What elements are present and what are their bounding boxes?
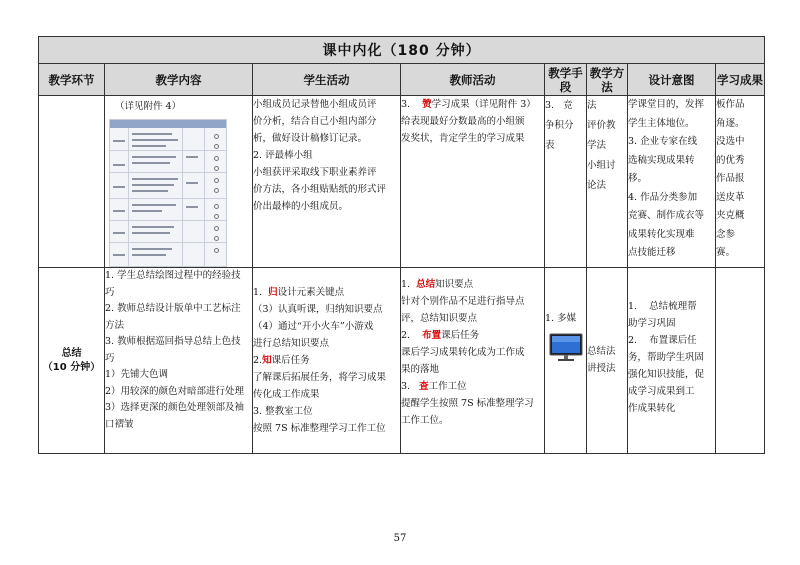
item-number: 1. (253, 287, 269, 298)
student-activity-cell (253, 96, 401, 268)
header-teaching-method (587, 64, 628, 96)
student-line: 2. 评最棒小组 (253, 150, 313, 161)
student-line: 小组获评采取线下职业素养评 (253, 167, 377, 178)
item-number: 1. (401, 279, 417, 290)
intent-line: 竞赛、制作成衣等 (628, 210, 705, 221)
method-line: 法 (587, 100, 597, 111)
intent-line: 学课堂目的，发挥 (628, 99, 705, 110)
outcome-line: 的优秀 (716, 154, 745, 166)
monitor-icon (549, 333, 583, 363)
student-line: 传化成工作成果 (253, 389, 320, 400)
keyword-summary: 总结 (416, 279, 436, 290)
student-line: 3. 整教室工位 (253, 406, 313, 417)
keyword-check: 查 (419, 381, 429, 392)
keyword-assign: 布置 (422, 330, 442, 341)
item-number: 2. (253, 355, 263, 366)
intent-line: 1. 总结梳理帮 (628, 301, 697, 312)
header-teacher-activity: 教师活动 (401, 64, 545, 96)
method-line: 论法 (587, 180, 607, 191)
intent-line: 成学习成果到工 (628, 386, 695, 397)
intent-line: 作成果转化 (628, 403, 676, 414)
student-line: 价分析，结合自己小组内部分 (253, 116, 377, 127)
intent-cell (628, 96, 716, 268)
header-learning-outcome-text: 学习成果 (717, 72, 764, 87)
intent-line: 学生主体地位。 (628, 117, 695, 129)
teacher-line: 工作工位。 (401, 415, 449, 426)
content-line: 方法 (105, 319, 125, 331)
header-learning-outcome (716, 64, 765, 96)
header-content: 教学内容 (105, 64, 253, 96)
stage-time: （10 分钟） (42, 361, 101, 373)
teacher-line: 给表现最好分数最高的小组颁 (401, 116, 525, 127)
item-rest: 工作工位 (428, 381, 467, 392)
stage-cell-empty (39, 96, 105, 268)
intent-line: 点技能迁移 (628, 247, 676, 258)
intent-line: 强化知识技能，促 (628, 369, 705, 380)
header-stage: 教学环节 (39, 64, 105, 96)
intent-line: 3. 企业专家在线 (628, 136, 698, 147)
student-item (253, 284, 400, 301)
student-line: 价方法，各小组贴贴纸的形式评 (253, 184, 387, 195)
stage-name: 总结 (61, 347, 82, 359)
teacher-line: 课后学习成果转化成为工作成 (401, 347, 525, 358)
student-line: 小组成员记录替他小组成员评 (253, 99, 377, 110)
keyword-praise: 赞 (422, 99, 432, 110)
outcome-cell-empty (716, 268, 765, 454)
intent-line: 选稿实现成果转 (628, 154, 695, 166)
outcome-line: 赛。 (716, 247, 736, 258)
attachment-caption: （详见附件 4） (115, 101, 182, 112)
table-row (39, 96, 765, 268)
content-cell (105, 268, 253, 454)
content-line: 口褶皱 (105, 418, 134, 430)
teacher-item (401, 327, 544, 344)
teacher-activity-cell (401, 268, 545, 454)
outcome-line: 板作品 (716, 99, 745, 110)
teacher-item (401, 96, 544, 113)
header-student-activity: 学生活动 (253, 64, 401, 96)
content-line: 3. 教师根据巡回指导总结上色技 (105, 336, 241, 347)
outcome-line: 没选中 (716, 136, 745, 147)
teacher-activity-cell (401, 96, 545, 268)
content-line: 2）用较深的颜色对暗部进行处理 (105, 385, 245, 397)
teacher-line: 发奖状，肯定学生的学习成果 (401, 133, 525, 144)
student-activity-cell (253, 268, 401, 454)
student-item (253, 352, 400, 369)
method-line: 总结法 (587, 346, 616, 357)
outcome-cell (716, 96, 765, 268)
method-line: 讲授法 (587, 363, 616, 374)
content-line: 1. 学生总结绘图过程中的经验技 (105, 270, 241, 281)
student-line: 按照 7S 标准整理学习工作工位 (253, 423, 386, 434)
keyword-know: 知 (262, 355, 272, 366)
content-line: 1）先铺大色调 (105, 369, 169, 380)
intent-line: 成果转化实现难 (628, 228, 695, 240)
teacher-line: 针对个别作品不足进行指导点 (401, 296, 525, 307)
teacher-item (401, 378, 544, 395)
header-row (39, 64, 765, 96)
method-cell (587, 96, 628, 268)
teacher-line: 提醒学生按照 7S 标准整理学习 (401, 398, 534, 409)
outcome-line: 念参 (716, 228, 736, 240)
intent-line: 4. 作品分类参加 (628, 191, 698, 203)
item-rest: 知识要点 (435, 279, 474, 290)
table-row (39, 268, 765, 454)
item-number: 3. (401, 99, 423, 110)
item-number: 3. (401, 381, 420, 392)
intent-line: 2. 布置课后任 (628, 335, 697, 346)
document-table-thumbnail (109, 119, 227, 267)
keyword-summarize: 归 (268, 287, 278, 298)
means-line: 争积分 (545, 120, 574, 131)
outcome-line: 夹克概 (716, 210, 745, 221)
teacher-line: 评，总结知识要点 (401, 313, 478, 324)
method-line: 学法 (587, 140, 607, 151)
means-text: 1. 多媒 (545, 313, 577, 324)
intent-line: 移。 (628, 173, 648, 184)
section-title: 课中内化（180 分钟） (39, 37, 765, 64)
student-line: （3）认真听课，归纳知识要点 (253, 304, 383, 315)
header-teaching-means-text: 教学手段 (548, 65, 583, 94)
content-line: 3）选择更深的颜色处理领部及袖 (105, 402, 245, 413)
student-line: 了解课后拓展任务，将学习成果 (253, 372, 387, 383)
method-line: 评价教 (587, 120, 616, 131)
content-line: 2. 教师总结设计版单中工艺标注 (105, 303, 241, 314)
item-rest: 设计元素关键点 (277, 287, 345, 298)
item-rest: 课后任务 (441, 330, 480, 341)
item-number: 2. (401, 330, 423, 341)
method-line: 小组讨 (587, 160, 616, 171)
header-teaching-means (545, 64, 587, 96)
stage-cell (39, 268, 105, 454)
outcome-line: 作品报 (716, 173, 745, 184)
content-line: 巧 (105, 352, 115, 364)
header-teaching-method-text: 教学方法 (589, 65, 625, 94)
outcome-line: 送皮革 (716, 191, 745, 203)
means-line: 3. 竞 (545, 100, 573, 111)
header-design-intent: 设计意图 (628, 64, 716, 96)
page-number: 57 (393, 533, 407, 544)
item-rest: 学习成果（详见附件 3） (431, 99, 536, 110)
means-cell (545, 96, 587, 268)
item-rest: 课后任务 (271, 355, 310, 366)
method-cell (587, 268, 628, 454)
content-line: 巧 (105, 286, 115, 298)
student-line: 进行总结知识要点 (253, 338, 330, 349)
intent-line: 助学习巩固 (628, 318, 676, 329)
content-cell (105, 96, 253, 268)
student-line: 价出最棒的小组成员。 (253, 201, 349, 212)
intent-line: 务，帮助学生巩固 (628, 352, 705, 363)
teacher-line: 果的落地 (401, 364, 440, 375)
intent-cell (628, 268, 716, 454)
lesson-plan-table (38, 36, 765, 454)
outcome-line: 角逐。 (716, 117, 745, 129)
teacher-item (401, 276, 544, 293)
means-line: 表 (545, 140, 555, 151)
student-line: 析，做好设计稿修订记录。 (253, 133, 368, 144)
student-line: （4）通过“开小火车”小游戏 (253, 321, 374, 332)
means-cell (545, 268, 587, 454)
